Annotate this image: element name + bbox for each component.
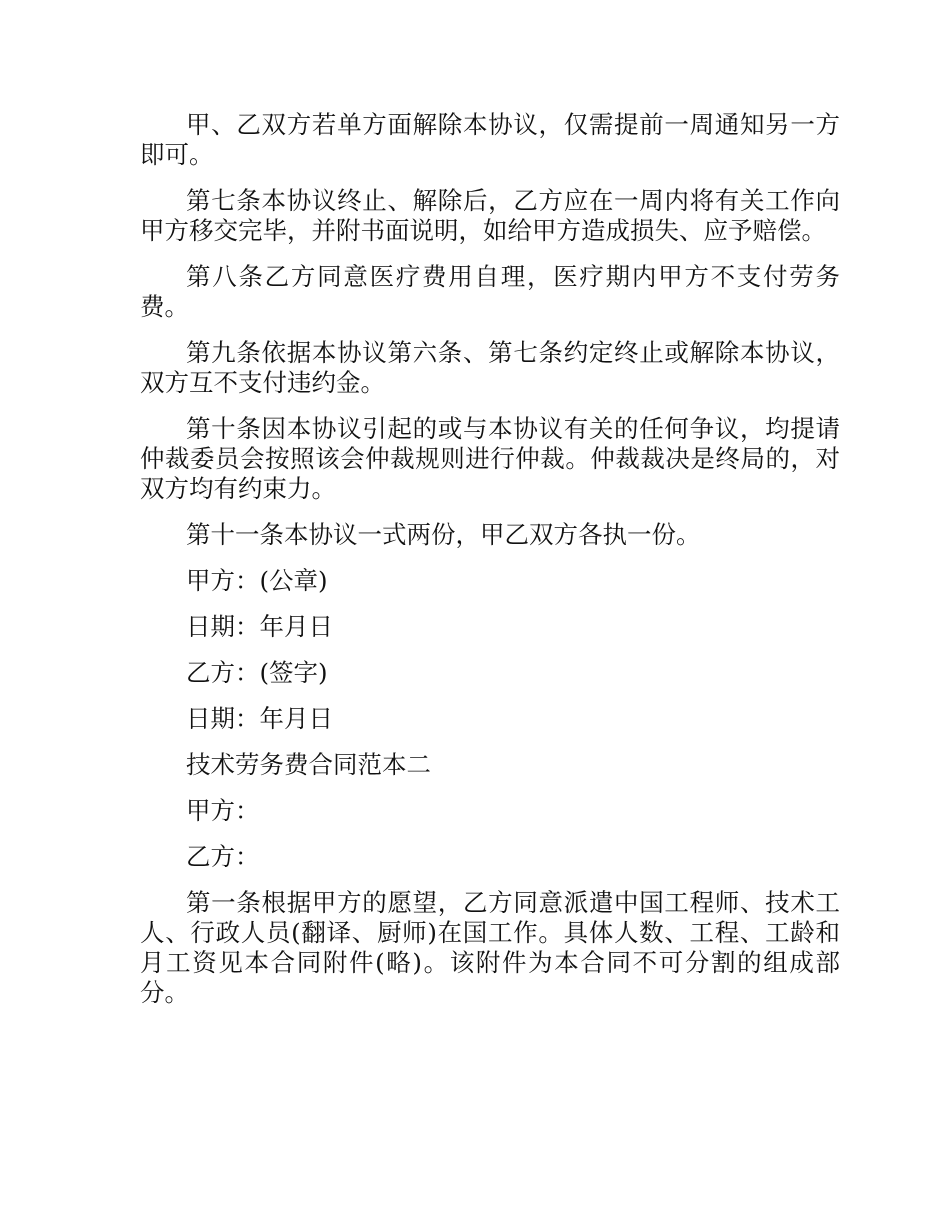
paragraph-article-11: 第十一条本协议一式两份，甲乙双方各执一份。	[186, 520, 701, 549]
party-a-seal-line: 甲方：(公章)	[186, 566, 328, 595]
paragraph-termination-notice: 甲、乙双方若单方面解除本协议，仅需提前一周通知另一方即可。	[140, 110, 840, 169]
document-page	[140, 110, 840, 1024]
party-b-line: 乙方：	[186, 842, 260, 871]
party-b-signature-line: 乙方：(签字)	[186, 658, 328, 687]
paragraph-article-7: 第七条本协议终止、解除后，乙方应在一周内将有关工作向甲方移交完毕，并附书面说明，如给甲方造成损失、应予赔偿。	[140, 186, 840, 245]
paragraph-article-8: 第八条乙方同意医疗费用自理，医疗期内甲方不支付劳务费。	[140, 262, 840, 321]
party-b-date-line: 日期：年月日	[186, 704, 333, 733]
paragraph-article-1: 第一条根据甲方的愿望，乙方同意派遣中国工程师、技术工人、行政人员(翻译、厨师)在国工作。具体人数、工程、工龄和月工资见本合同附件(略)。该附件为本合同不可分割的组成部分。	[140, 888, 840, 1007]
section-heading-template-two: 技术劳务费合同范本二	[186, 750, 431, 779]
paragraph-article-10: 第十条因本协议引起的或与本协议有关的任何争议，均提请仲裁委员会按照该会仲裁规则进行仲裁。仲裁裁决是终局的，对双方均有约束力。	[140, 414, 840, 503]
party-a-line: 甲方：	[186, 796, 260, 825]
paragraph-article-9: 第九条依据本协议第六条、第七条约定终止或解除本协议，双方互不支付违约金。	[140, 338, 840, 397]
party-a-date-line: 日期：年月日	[186, 612, 333, 641]
